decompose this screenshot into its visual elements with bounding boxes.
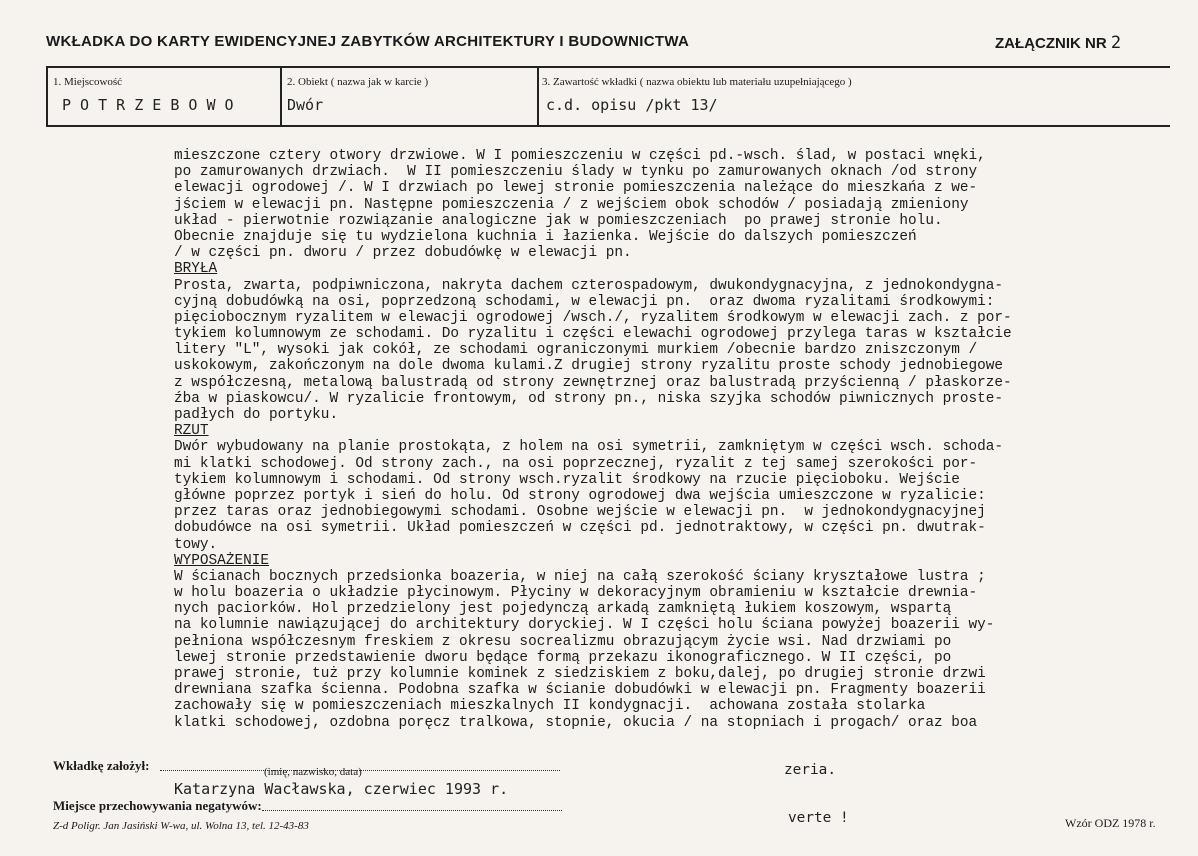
section-heading: RZUT (174, 423, 209, 440)
body-line: nych paciorków. Hol przedzielony jest pojedynczą arkadą zamkniętą łukiem koszowym, wspartą (174, 601, 952, 618)
annex-number: 2 (1110, 33, 1122, 53)
body-line: lewej stronie przedstawienie dworu będące formą przekazu ikonograficznego. W II części, po (174, 649, 952, 666)
body-line: w holu boazeria o układzie płycinowym. Płyciny w dekoracyjnym obramieniu w kształcie drewnia- (174, 585, 978, 602)
body-line: Obecnie znajduje się tu wydzielona kuchnia i łazienka. Wejście do dalszych pomieszczeń (174, 228, 917, 245)
body-line: padłych do portyku. (174, 407, 339, 423)
verte-text: verte ! (788, 810, 849, 826)
body-line: główne poprzez portyk i sień do holu. Od strony ogrodowej dwa wejścia umieszczone w ryzalicie: (174, 487, 986, 504)
field-box-bottom (46, 125, 1170, 127)
body-line: jściem w elewacji pn. Następne pomieszczenia / z wejściem obok schodów / posiadają zmieniony (174, 196, 969, 213)
form-title: WKŁADKA DO KARTY EWIDENCYJNEJ ZABYTKÓW ARCHITEKTURY I BUDOWNICTWA (46, 33, 690, 50)
body-line: na kolumnie nawiązującej do architektury doryckiej. W I części holu ściana powyżej boazerii wy- (174, 617, 995, 634)
field-3-label: 3. Zawartość wkładki ( nazwa obiektu lub materiału uzupełniającego ) (542, 76, 852, 88)
body-line: mieszczone cztery otwory drzwiowe. W I pomieszczeniu w części pd.-wsch. ślad, w postaci wnęki, (174, 148, 986, 164)
body-line: mi klatki schodowej. Od strony zach., na osi poprzecznej, ryzalit z tej samej szerokości por- (174, 455, 978, 472)
storage-dotted-line (262, 810, 562, 811)
body-line: klatki schodowej, ozdobna poręcz tralkowa, stopnie, okucia / na stopniach i progach/ oraz boa (174, 714, 978, 731)
body-line: litery "L", wysoki jak cokół, ze schodami ograniczonymi murkiem /obecnie bardzo zniszczonym / (174, 342, 978, 359)
body-line: układ - pierwotnie rozwiązanie analogiczne jak w pomieszczeniach po prawej stronie holu. (174, 212, 943, 229)
body-line: źba w piaskowcu/. W ryzalicie frontowym, od strony pn., niska szyjka schodów piwnicznych proste- (174, 390, 1004, 407)
field-3-value: c.d. opisu /pkt 13/ (546, 96, 718, 114)
field-1-value: P O T R Z E B O W O (62, 96, 234, 114)
field-divider-1 (280, 66, 282, 127)
field-divider-2 (537, 66, 539, 127)
field-1-label: 1. Miejscowość (53, 76, 123, 88)
storage-label: Miejsce przechowywania negatywów: (53, 798, 262, 813)
section-heading: WYPOSAŻENIE (174, 552, 269, 569)
founder-value: Katarzyna Wacławska, czerwiec 1993 r. (174, 780, 509, 798)
body-line: / w części pn. dworu / przez dobudówkę w elewacji pn. (174, 245, 632, 262)
body-line: towy. (174, 536, 218, 553)
description-body (174, 148, 1164, 731)
body-line: W ścianach bocznych przedsionka boazeria, w niej na całą szerokość ściany kryształowe lustra ; (174, 568, 986, 585)
printer-info: Z-d Poligr. Jan Jasiński W-wa, ul. Wolna 13, tel. 12-43-83 (53, 820, 309, 832)
founder-label: Wkładkę założył: (53, 758, 150, 773)
founder-hint: (imię, nazwisko, data) (264, 766, 362, 778)
annex-label (995, 33, 1121, 53)
body-line: Prosta, zwarta, podpiwniczona, nakryta dachem czterospadowym, dwukondygnacyjna, z jednokondygna- (174, 277, 1004, 294)
form-model: Wzór ODZ 1978 r. (1065, 816, 1156, 830)
body-line: drewniana szafka ścienna. Podobna szafka w ścianie dobudówki w elewacji pn. Fragmenty boazerii (174, 682, 986, 699)
body-line: przez taras oraz jednobiegowymi schodami. Osobne wejście w elewacji pn. w jednokondygnacyjnej (174, 504, 986, 521)
body-line: tykiem kolumnowym ze schodami. Do ryzalitu i części elewachi ogrodowej przylega taras w kształcie (174, 326, 1012, 343)
body-line: po zamurowanych drzwiach. W II pomieszczeniu ślady w tynku po zamurowanych oknach /od strony (174, 164, 978, 181)
body-line: z współczesną, metalową balustradą od strony zewnętrznej oraz balustradą przyścienną / płaskorze- (174, 374, 1012, 391)
field-2-value: Dwór (287, 96, 324, 114)
body-line: pięciobocznym ryzalitem w elewacji ogrodowej /wsch./, ryzalitem środkowym w elewacji zach. z por- (174, 309, 1012, 326)
body-line: elewacji ogrodowej /. W I drzwiach po lewej stronie pomieszczenia należące do mieszkańa z we- (174, 180, 978, 197)
body-line: prawej stronie, tuż przy kolumnie kominek z siedziskiem z boku,dalej, po drugiej stronie drzwi (174, 666, 986, 682)
body-line: Dwór wybudowany na planie prostokąta, z holem na osi symetrii, zamkniętym w części wsch. schoda- (174, 439, 1004, 456)
field-2-label: 2. Obiekt ( nazwa jak w karcie ) (287, 76, 429, 88)
body-line: pełniona współczesnym freskiem z okresu socrealizmu obrazującym życie wsi. Nad drzwiami po (174, 633, 952, 650)
annex-label-text: ZAŁĄCZNIK NR (995, 35, 1107, 52)
body-line: cyjną dobudówką na osi, poprzedzoną schodami, w elewacji pn. oraz dwoma ryzalitami środkowymi: (174, 293, 995, 310)
field-box-left (46, 66, 48, 127)
body-line: dobudówce na osi symetrii. Układ pomieszczeń w części pd. jednotraktowy, w części pn. dwutrak- (174, 520, 986, 537)
body-line: tykiem kolumnowym i schodami. Od strony wsch.ryzalit środkowy na rzucie pięcioboku. Wejście (174, 471, 960, 488)
section-heading: BRYŁA (174, 261, 218, 278)
field-box-top (46, 66, 1170, 68)
body-line: uskokowym, zakończonym na dole dwoma kulami.Z drugiej strony ryzalitu proste schody jednobiegowe (174, 358, 1004, 375)
continuation-text: zeria. (784, 762, 836, 778)
body-line: zachowały się w pomieszczeniach mieszkalnych II kondygnacji. achowana została stolarka (174, 698, 926, 715)
